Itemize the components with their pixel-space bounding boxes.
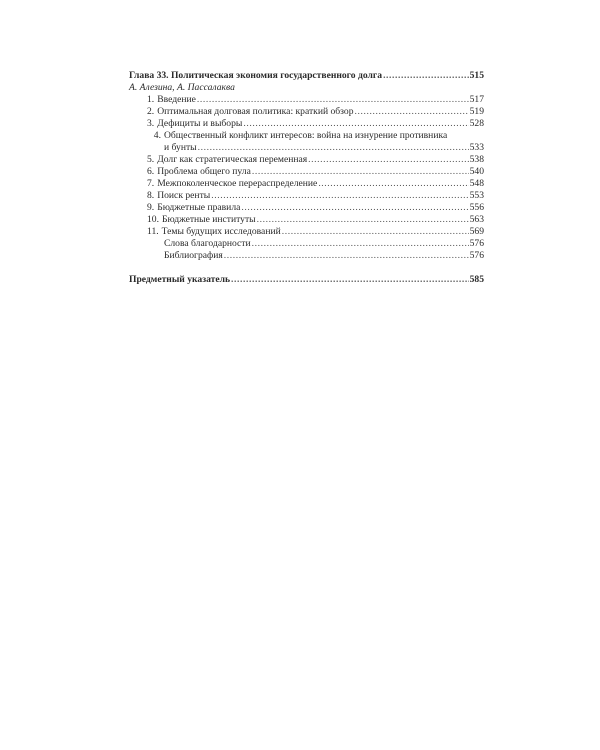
- toc-entry: [129, 190, 484, 202]
- chapter-heading: [129, 70, 484, 82]
- page-number: 517: [469, 94, 484, 105]
- toc-entry-multiline: [129, 130, 484, 142]
- toc-entry: [129, 154, 484, 166]
- entry-number: 7.: [147, 178, 155, 189]
- index-heading: [129, 274, 484, 286]
- entry-number: 11.: [147, 226, 159, 237]
- entry-title: Поиск ренты: [157, 190, 211, 201]
- page-number: 576: [469, 250, 484, 261]
- leader-dots: [252, 238, 469, 250]
- page-number: 515: [469, 70, 484, 81]
- table-of-contents: [129, 70, 484, 286]
- toc-entry: [129, 250, 484, 262]
- page-number: 576: [469, 238, 484, 249]
- leader-dots: [241, 202, 468, 214]
- page-number: 553: [469, 190, 484, 201]
- leader-dots: [252, 166, 469, 178]
- page-number: 569: [469, 226, 484, 237]
- toc-entry: [129, 178, 484, 190]
- page-number: 540: [469, 166, 484, 177]
- toc-entry: [129, 214, 484, 226]
- leader-dots: [211, 190, 468, 202]
- page-number: 563: [469, 214, 484, 225]
- leader-dots: [383, 70, 469, 82]
- entry-title: Введение: [157, 94, 196, 105]
- entry-number: 4.: [153, 130, 161, 141]
- page-number: 528: [469, 118, 484, 129]
- chapter-title: Глава 33. Политическая экономия государственного долга: [129, 70, 383, 81]
- toc-entry: [129, 202, 484, 214]
- leader-dots: [355, 106, 469, 118]
- entry-title: Общественный конфликт интересов: война на изнурение противника: [164, 130, 448, 141]
- entry-number: 2.: [147, 106, 155, 117]
- entry-title: Оптимальная долговая политика: краткий обзор: [157, 106, 354, 117]
- leader-dots: [231, 274, 469, 286]
- toc-entry-continuation: [129, 142, 484, 154]
- leader-dots: [282, 226, 469, 238]
- page-number: 519: [469, 106, 484, 117]
- leader-dots: [318, 178, 468, 190]
- entry-title: Библиография: [164, 250, 223, 261]
- chapter-authors: А. Алезина, А. Пассалаква: [129, 82, 235, 93]
- leader-dots: [243, 118, 468, 130]
- leader-dots: [198, 142, 469, 154]
- entry-title: Межпоколенческое перераспределение: [157, 178, 318, 189]
- toc-entry: [129, 226, 484, 238]
- entry-title: Темы будущих исследований: [161, 226, 281, 237]
- leader-dots: [224, 250, 469, 262]
- toc-entry: [129, 118, 484, 130]
- toc-entry: [129, 166, 484, 178]
- entry-title: Долг как стратегическая переменная: [157, 154, 308, 165]
- page-number: 585: [469, 274, 484, 285]
- entry-number: 8.: [147, 190, 155, 201]
- page-number: 538: [469, 154, 484, 165]
- page-number: 533: [469, 142, 484, 153]
- entry-number: 1.: [147, 94, 155, 105]
- entry-title: Дефициты и выборы: [157, 118, 243, 129]
- leader-dots: [257, 214, 469, 226]
- toc-entry: [129, 238, 484, 250]
- spacer: [129, 262, 484, 274]
- index-title: Предметный указатель: [129, 274, 231, 285]
- entry-number: 3.: [147, 118, 155, 129]
- toc-entry: [129, 106, 484, 118]
- page-number: 556: [469, 202, 484, 213]
- toc-entry: [129, 94, 484, 106]
- entry-title-continued: и бунты: [164, 142, 197, 153]
- entry-title: Бюджетные институты: [162, 214, 256, 225]
- entry-number: 9.: [147, 202, 155, 213]
- entry-number: 6.: [147, 166, 155, 177]
- entry-title: Бюджетные правила: [157, 202, 241, 213]
- entry-title: Проблема общего пула: [157, 166, 251, 177]
- entry-number: 10.: [147, 214, 159, 225]
- leader-dots: [197, 94, 469, 106]
- entry-number: 5.: [147, 154, 155, 165]
- entry-title: Слова благодарности: [164, 238, 251, 249]
- page-number: 548: [469, 178, 484, 189]
- leader-dots: [308, 154, 468, 166]
